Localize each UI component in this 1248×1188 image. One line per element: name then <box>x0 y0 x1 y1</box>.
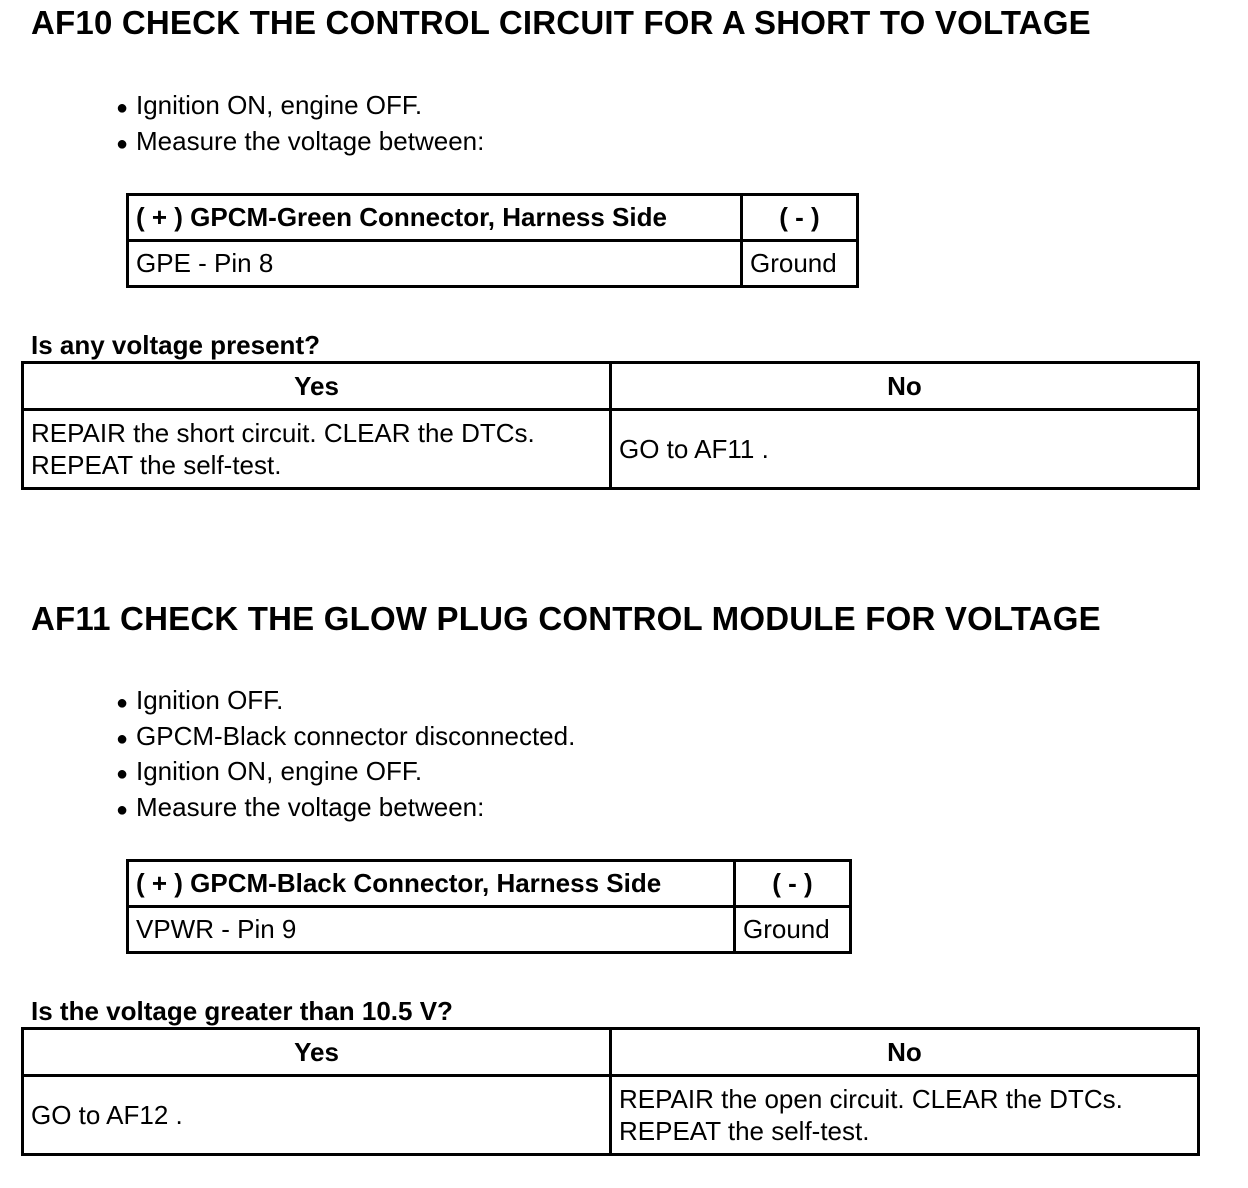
negative-lead-value: Ground <box>735 907 851 953</box>
step-item: ● Ignition OFF. <box>116 683 575 719</box>
decision-table-af11 <box>21 1027 1200 1156</box>
step-list-af10 <box>116 88 484 159</box>
step-item: ● Measure the voltage between: <box>116 124 484 160</box>
section-heading-af10: AF10 CHECK THE CONTROL CIRCUIT FOR A SHORT TO VOLTAGE <box>31 4 1091 41</box>
no-header: No <box>611 1029 1199 1076</box>
measurement-table-af11 <box>126 859 852 954</box>
bullet-dot-icon: ● <box>116 692 129 714</box>
question-af10: Is any voltage present? <box>31 330 320 360</box>
yes-header: Yes <box>23 363 611 410</box>
bullet-dot-icon: ● <box>116 763 129 785</box>
bullet-dot-icon: ● <box>116 97 129 119</box>
positive-lead-header: ( + ) GPCM-Black Connector, Harness Side <box>128 861 735 907</box>
section-heading-af11: AF11 CHECK THE GLOW PLUG CONTROL MODULE FOR VOLTAGE <box>31 600 1101 637</box>
positive-lead-value: VPWR - Pin 9 <box>128 907 735 953</box>
yes-header: Yes <box>23 1029 611 1076</box>
negative-lead-value: Ground <box>742 241 858 287</box>
decision-table-af10 <box>21 361 1200 490</box>
no-action: GO to AF11 . <box>611 410 1199 489</box>
bullet-dot-icon: ● <box>116 798 129 821</box>
step-item: ● Ignition ON, engine OFF. <box>116 88 484 124</box>
negative-lead-header: ( - ) <box>735 861 851 907</box>
yes-action: REPAIR the short circuit. CLEAR the DTCs. REPEAT the self-test. <box>23 410 611 489</box>
bullet-dot-icon: ● <box>116 132 129 155</box>
yes-action: GO to AF12 . <box>23 1076 611 1155</box>
question-af11: Is the voltage greater than 10.5 V? <box>31 996 453 1026</box>
no-header: No <box>611 363 1199 410</box>
no-action: REPAIR the open circuit. CLEAR the DTCs. REPEAT the self-test. <box>611 1076 1199 1155</box>
positive-lead-header: ( + ) GPCM-Green Connector, Harness Side <box>128 195 742 241</box>
measurement-table-af10 <box>126 193 859 288</box>
step-item: ● Ignition ON, engine OFF. <box>116 754 575 790</box>
bullet-dot-icon: ● <box>116 727 129 750</box>
step-item: ● GPCM-Black connector disconnected. <box>116 719 575 755</box>
step-list-af11 <box>116 683 575 825</box>
negative-lead-header: ( - ) <box>742 195 858 241</box>
positive-lead-value: GPE - Pin 8 <box>128 241 742 287</box>
step-item: ● Measure the voltage between: <box>116 790 575 826</box>
